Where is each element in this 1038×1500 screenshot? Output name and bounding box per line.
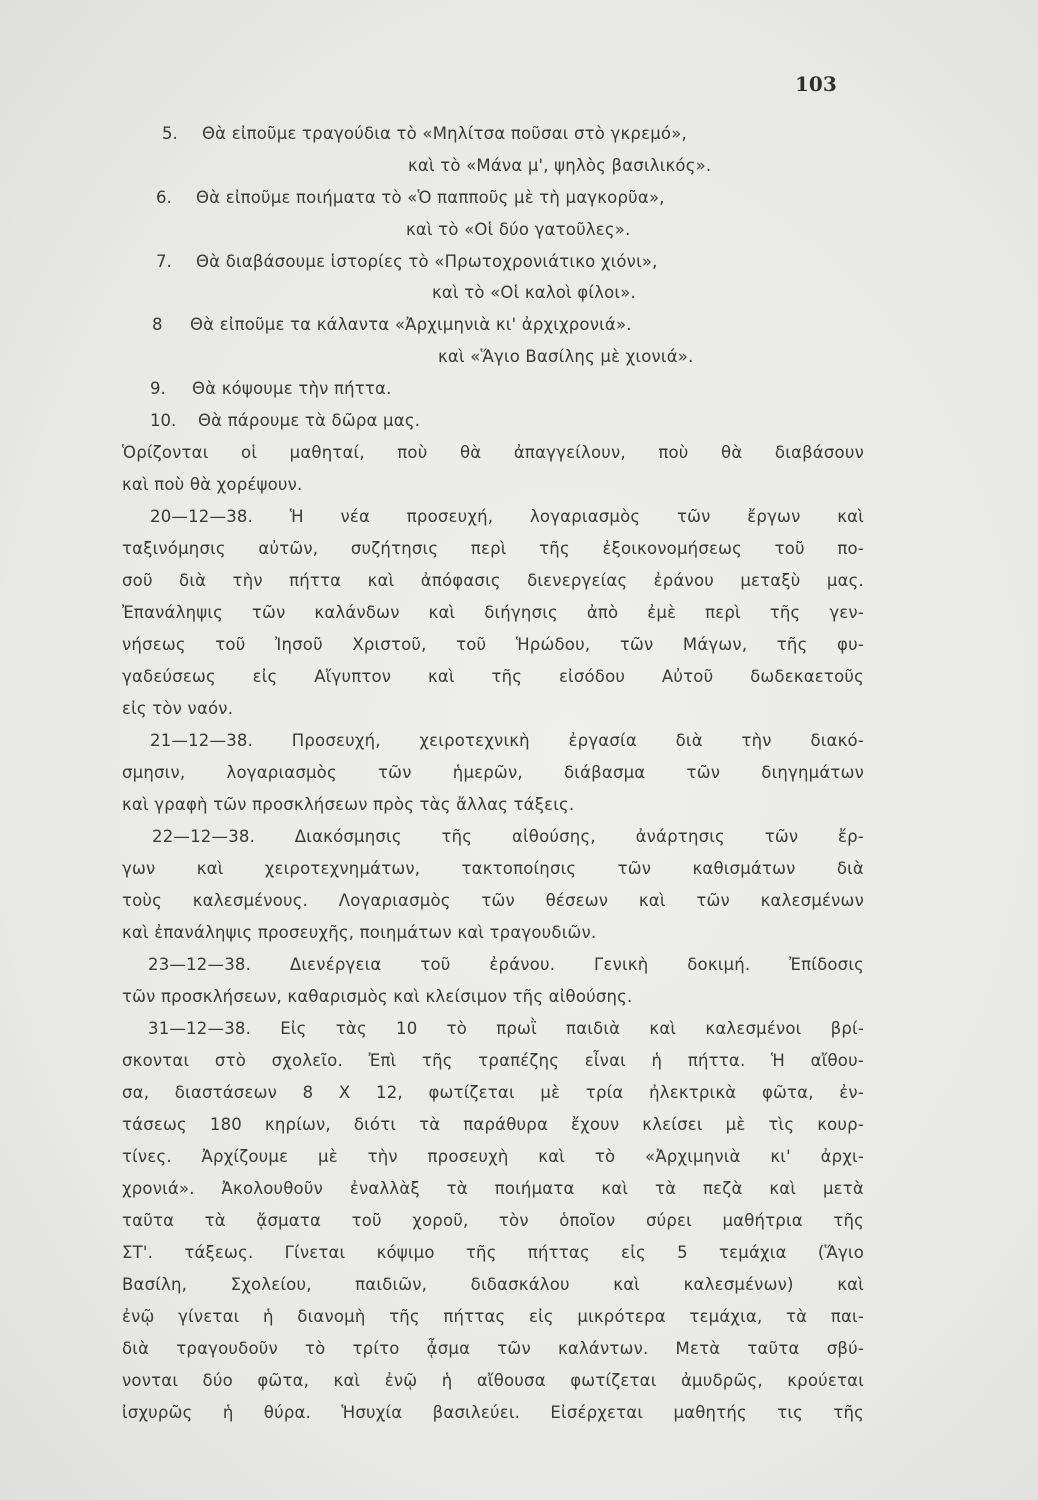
- page-number: 103: [795, 72, 837, 96]
- paragraph-line: Ἐπανάληψις τῶν καλάνδων καὶ διήγησις ἀπὸ ἐμὲ περὶ τῆς γεν-: [122, 603, 864, 622]
- paragraph-line: εἰς τὸν ναόν.: [122, 699, 234, 718]
- paragraph-line: ἰσχυρῶς ἡ θύρα. Ἡσυχία βασιλεύει. Εἰσέρχεται μαθητής τις τῆς: [122, 1403, 864, 1422]
- paragraph-line: χρονιά». Ἀκολουθοῦν ἐναλλὰξ τὰ ποιήματα καὶ τὰ πεζὰ καὶ μετὰ: [122, 1179, 864, 1198]
- list-number: 6.: [156, 188, 172, 207]
- paragraph-line: νονται δύο φῶτα, καὶ ἐνῷ ἡ αἴθουσα φωτίζεται ἀμυδρῶς, κρούεται: [122, 1371, 864, 1390]
- paragraph-line: καὶ ἐπανάληψις προσευχῆς, ποιημάτων καὶ τραγουδιῶν.: [122, 923, 597, 942]
- list-item-line: Θὰ πάρουμε τὰ δῶρα μας.: [198, 411, 421, 430]
- paragraph-line: 23—12—38. Διενέργεια τοῦ ἐράνου. Γενικὴ δοκιμή. Ἐπίδοσις: [148, 955, 864, 974]
- list-item-line: Θὰ εἰποῦμε ποιήματα τὸ «Ὁ παπποῦς μὲ τὴ μαγκορῦα»,: [196, 188, 665, 207]
- paragraph-line: καὶ γραφὴ τῶν προσκλήσεων πρὸς τὰς ἄλλας τάξεις.: [122, 795, 575, 814]
- paragraph-line: σοῦ διὰ τὴν πήττα καὶ ἀπόφασις διενεργείας ἐράνου μεταξὺ μας.: [122, 571, 864, 590]
- list-item-line: καὶ «Ἅγιο Βασίλης μὲ χιονιά».: [438, 347, 694, 366]
- paragraph-line: 20—12—38. Ἡ νέα προσευχή, λογαριασμὸς τῶν ἔργων καὶ: [150, 507, 864, 526]
- paragraph-line: διὰ τραγουδοῦν τὸ τρίτο ᾆσμα τῶν καλάντων. Μετὰ ταῦτα σβύ-: [122, 1339, 864, 1358]
- paragraph-line: ταξινόμησις αὐτῶν, συζήτησις περὶ τῆς ἐξοικονομήσεως τοῦ πο-: [122, 539, 864, 558]
- list-item-line: Θὰ κόψουμε τὴν πήττα.: [192, 379, 392, 398]
- paragraph-line: ΣΤ'. τάξεως. Γίνεται κόψιμο τῆς πήττας εἰς 5 τεμάχια (Ἅγιο: [122, 1243, 864, 1262]
- paragraph-line: νήσεως τοῦ Ἰησοῦ Χριστοῦ, τοῦ Ἡρώδου, τῶν Μάγων, τῆς φυ-: [122, 635, 864, 654]
- list-item-line: Θὰ διαβάσουμε ἱστορίες τὸ «Πρωτοχρονιάτικο χιόνι»,: [196, 252, 658, 271]
- list-item-line: καὶ τὸ «Οἱ δύο γατοῦλες».: [406, 220, 631, 239]
- paragraph-line: τάσεως 180 κηρίων, διότι τὰ παράθυρα ἔχουν κλείσει μὲ τὶς κουρ-: [122, 1115, 864, 1134]
- paragraph-line: τοὺς καλεσμένους. Λογαριασμὸς τῶν θέσεων καὶ τῶν καλεσμένων: [122, 891, 864, 910]
- paragraph-line: ἐνῷ γίνεται ἡ διανομὴ τῆς πήττας εἰς μικρότερα τεμάχια, τὰ παι-: [122, 1307, 864, 1326]
- list-number: 10.: [150, 411, 177, 430]
- paragraph-line: τῶν προσκλήσεων, καθαρισμὸς καὶ κλείσιμον τῆς αἰθούσης.: [122, 987, 633, 1006]
- paragraph-line: 31—12—38. Εἰς τὰς 10 τὸ πρωῒ παιδιὰ καὶ καλεσμένοι βρί-: [148, 1019, 864, 1038]
- paragraph-line: 22—12—38. Διακόσμησις τῆς αἰθούσης, ἀνάρτησις τῶν ἔρ-: [152, 827, 864, 846]
- paragraph-line: Βασίλη, Σχολείου, παιδιῶν, διδασκάλου καὶ καλεσμένων) καὶ: [122, 1275, 864, 1294]
- paragraph-line: γων καὶ χειροτεχνημάτων, τακτοποίησις τῶν καθισμάτων διὰ: [122, 859, 864, 878]
- paragraph-line: τίνες. Ἀρχίζουμε μὲ τὴν προσευχὴ καὶ τὸ «Ἀρχιμηνιὰ κι' ἀρχι-: [122, 1147, 864, 1166]
- list-item-line: Θὰ εἰποῦμε τα κάλαντα «Ἀρχιμηνιὰ κι' ἀρχιχρονιά».: [190, 315, 632, 334]
- list-item-line: καὶ τὸ «Μάνα μ', ψηλὸς βασιλικός».: [408, 156, 712, 175]
- paragraph-line: γαδεύσεως εἰς Αἴγυπτον καὶ τῆς εἰσόδου Αὐτοῦ δωδεκαετοῦς: [122, 667, 864, 686]
- list-number: 9.: [150, 379, 166, 398]
- paragraph-line: σα, διαστάσεων 8 Χ 12, φωτίζεται μὲ τρία ἠλεκτρικὰ φῶτα, ἐν-: [122, 1083, 864, 1102]
- list-item-line: καὶ τὸ «Οἱ καλοὶ φίλοι».: [432, 283, 636, 302]
- list-number: 8: [152, 315, 163, 334]
- paragraph-line: 21—12—38. Προσευχή, χειροτεχνικὴ ἐργασία διὰ τὴν διακό-: [150, 731, 864, 750]
- paragraph-line: καὶ ποὺ θὰ χορέψουν.: [122, 475, 303, 494]
- paragraph-line: σκονται στὸ σχολεῖο. Ἐπὶ τῆς τραπέζης εἶναι ἡ πήττα. Ἡ αἴθου-: [122, 1051, 864, 1070]
- list-number: 7.: [156, 252, 172, 271]
- list-item-line: Θὰ εἰποῦμε τραγούδια τὸ «Μηλίτσα ποῦσαι στὸ γκρεμό»,: [202, 124, 687, 143]
- paragraph-line: ταῦτα τὰ ᾄσματα τοῦ χοροῦ, τὸν ὁποῖον σύρει μαθήτρια τῆς: [122, 1211, 864, 1230]
- paragraph-line: Ὁρίζονται οἱ μαθηταί, ποὺ θὰ ἀπαγγείλουν, ποὺ θὰ διαβάσουν: [122, 443, 864, 462]
- paragraph-line: σμησιν, λογαριασμὸς τῶν ἡμερῶν, διάβασμα τῶν διηγημάτων: [122, 763, 864, 782]
- list-number: 5.: [162, 124, 178, 143]
